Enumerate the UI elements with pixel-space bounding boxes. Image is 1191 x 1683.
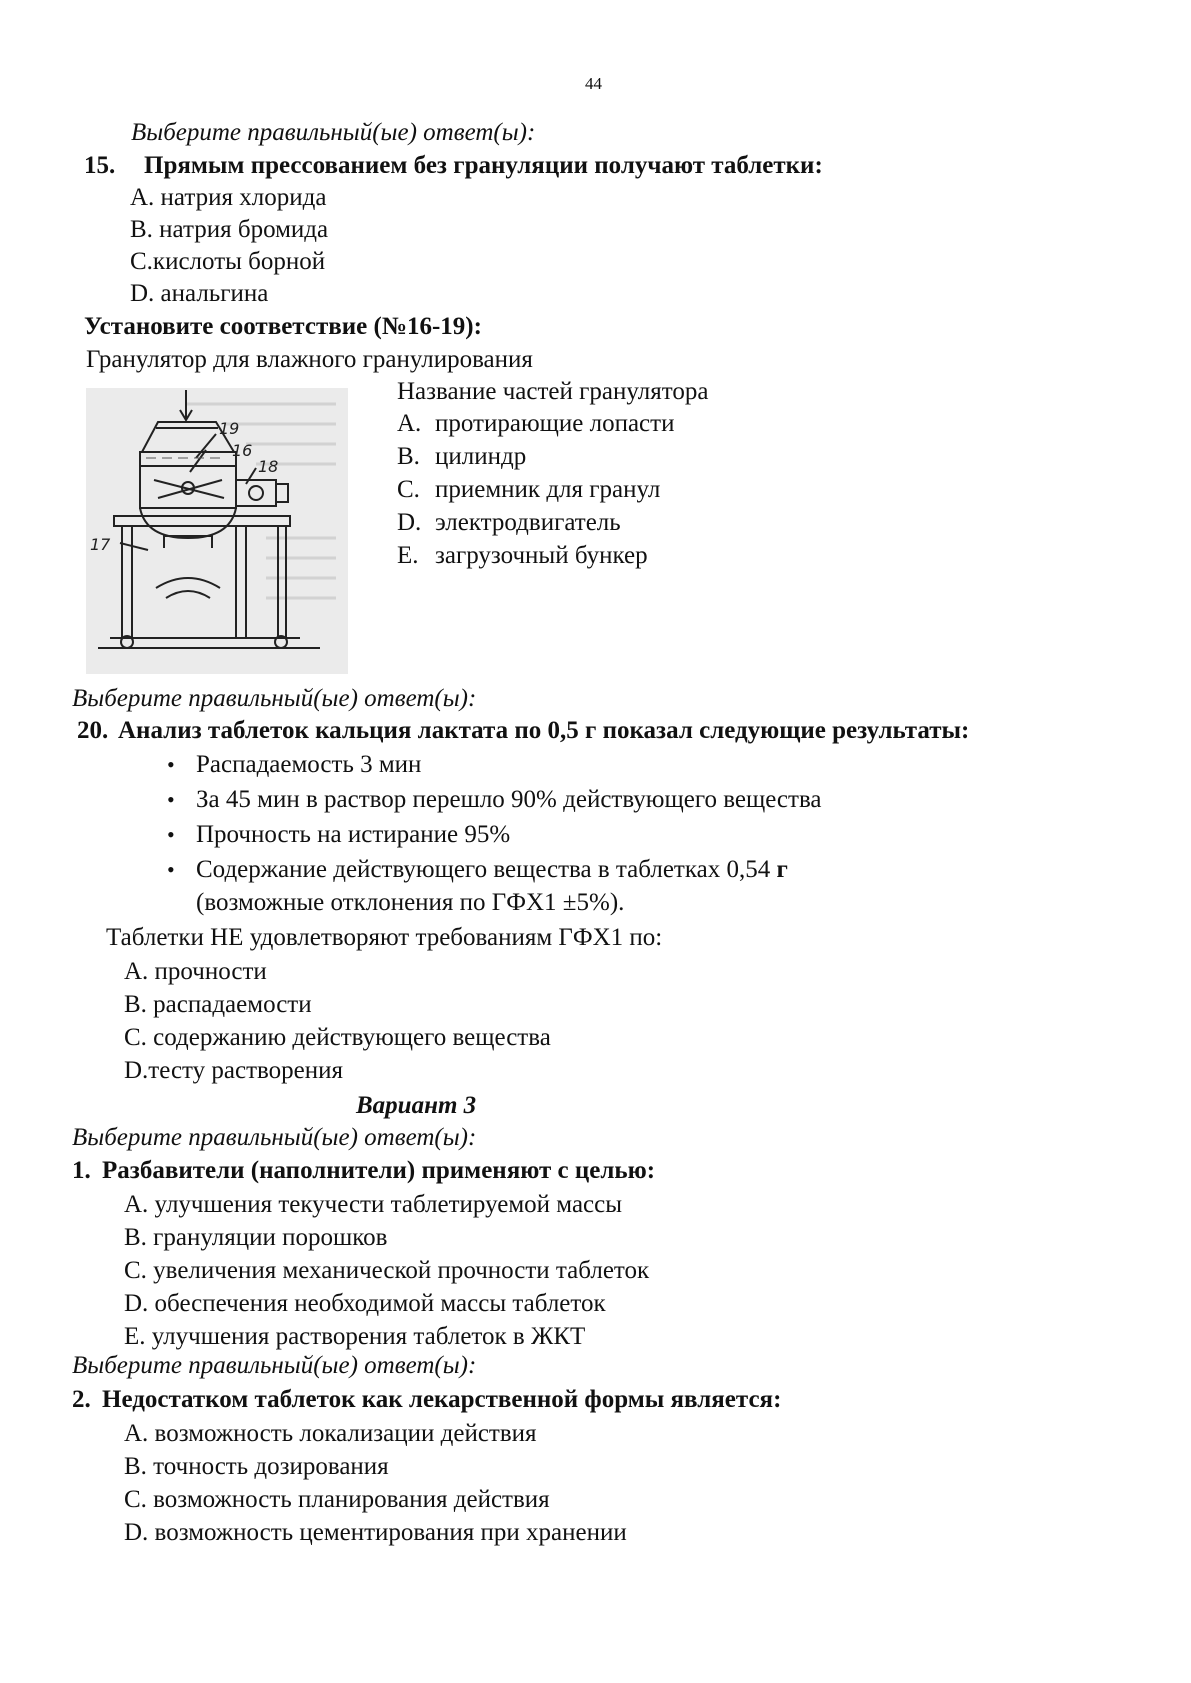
page-number: 44 [585, 74, 602, 93]
result-item [196, 854, 788, 886]
instruction-prompt: Выберите правильный(ые) ответ(ы): [72, 685, 477, 712]
instruction-prompt: Выберите правильный(ые) ответ(ы): [131, 119, 536, 146]
part-name: загрузочный бункер [435, 542, 648, 569]
question-text: Прямым прессованием без грануляции получают таблетки: [144, 152, 823, 179]
content-value: Содержание действующего вещества в таблетках 0,54 [196, 856, 771, 883]
bullet-icon: • [167, 822, 175, 847]
matching-prompt: Установите соответствие (№16-19): [84, 313, 482, 340]
question-number: 2. [72, 1386, 91, 1413]
instruction-prompt: Выберите правильный(ые) ответ(ы): [72, 1124, 477, 1151]
answer-option: B. точность дозирования [124, 1453, 389, 1480]
part-name: цилиндр [435, 443, 527, 470]
diagram-label: 18 [258, 457, 279, 476]
answer-option: C. возможность планирования действия [124, 1486, 550, 1513]
instruction-prompt: Выберите правильный(ые) ответ(ы): [72, 1352, 477, 1379]
answer-option: A. возможность локализации действия [124, 1420, 537, 1447]
question-text: Недостатком таблеток как лекарственной формы является: [102, 1386, 782, 1413]
granulator-diagram [86, 388, 348, 674]
diagram-label: 19 [219, 419, 240, 438]
content-note: (возможные отклонения по ГФХ1 ±5%). [196, 889, 625, 916]
bullet-icon: • [167, 752, 175, 777]
part-letter: B. [397, 443, 420, 470]
question-number: 15. [84, 152, 116, 179]
part-name: электродвигатель [435, 509, 621, 536]
answer-option: C.кислоты борной [130, 248, 326, 275]
answer-option: A. прочности [124, 958, 267, 985]
answer-option: B. натрия бромида [130, 216, 329, 243]
result-item: Распадаемость 3 мин [196, 751, 422, 778]
answer-option: D. анальгина [130, 280, 269, 307]
bullet-icon: • [167, 787, 175, 812]
figure-caption: Гранулятор для влажного гранулирования [86, 346, 533, 373]
answer-option: D.тесту растворения [124, 1057, 343, 1084]
variant-title: Вариант 3 [356, 1092, 477, 1119]
question-number: 20. [77, 717, 109, 744]
question-text: Разбавители (наполнители) применяют с целью: [102, 1157, 656, 1184]
question-text: Анализ таблеток кальция лактата по 0,5 г показал следующие результаты: [118, 717, 970, 744]
part-name: протирающие лопасти [435, 410, 675, 437]
part-letter: E. [397, 542, 419, 569]
answer-option: D. обеспечения необходимой массы таблеток [124, 1290, 606, 1317]
answer-option: C. увеличения механической прочности таблеток [124, 1257, 650, 1284]
diagram-label: 17 [90, 535, 111, 554]
bullet-icon: • [167, 857, 175, 882]
content-unit: г [776, 856, 788, 883]
followup-text: Таблетки НЕ удовлетворяют требованиям ГФХ1 по: [106, 924, 663, 951]
part-name: приемник для гранул [435, 476, 661, 503]
question-number: 1. [72, 1157, 91, 1184]
answer-option: D. возможность цементирования при хранении [124, 1519, 627, 1546]
part-letter: C. [397, 476, 420, 503]
result-item: Прочность на истирание 95% [196, 821, 511, 848]
part-letter: D. [397, 509, 422, 536]
answer-option: B. грануляции порошков [124, 1224, 388, 1251]
parts-title: Название частей гранулятора [397, 378, 709, 405]
answer-option: A. улучшения текучести таблетируемой массы [124, 1191, 623, 1218]
result-item: За 45 мин в раствор перешло 90% действующего вещества [196, 786, 822, 813]
answer-option: B. распадаемости [124, 991, 312, 1018]
answer-option: A. натрия хлорида [130, 184, 327, 211]
part-letter: A. [397, 410, 422, 437]
answer-option: C. содержанию действующего вещества [124, 1024, 551, 1051]
answer-option: E. улучшения растворения таблеток в ЖКТ [124, 1323, 586, 1350]
diagram-label: 16 [232, 441, 253, 460]
